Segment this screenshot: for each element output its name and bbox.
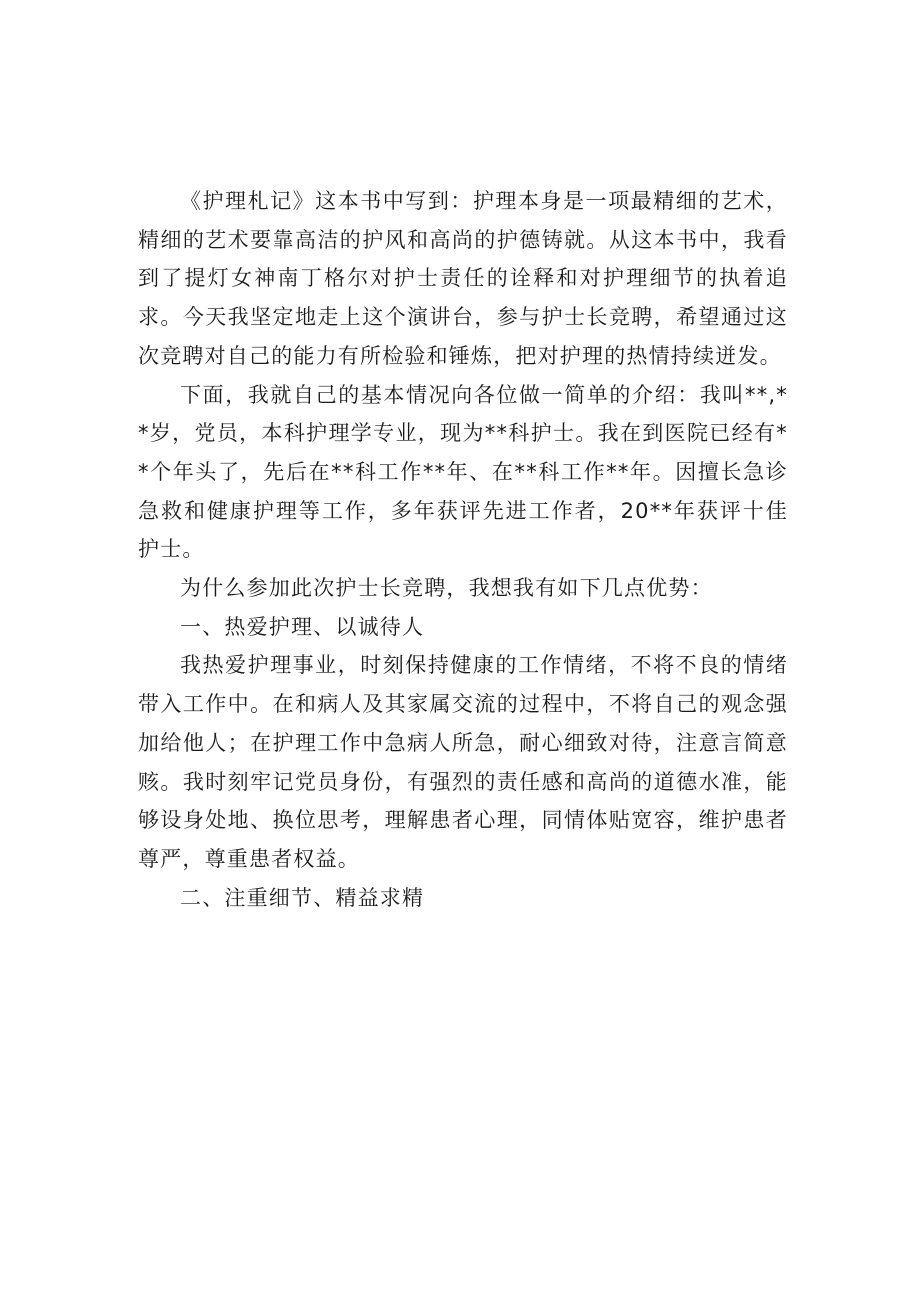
section-heading-2: 二、注重细节、精益求精 bbox=[180, 885, 425, 910]
section-heading-1: 一、热爱护理、以诚待人 bbox=[180, 614, 425, 639]
paragraph-intro: 《护理札记》这本书中写到：护理本身是一项最精细的艺术，精细的艺术要靠高洁的护风和高尚的护德铸就。从这本书中，我看到了提灯女神南丁格尔对护士责任的诠释和对护理细节的执着追求。今天我坚定地走上这个演讲台，参与护士长竞聘，希望通过这次竞聘对自己的能力有所检验和锤炼，把对护理的热情持续迸发。 bbox=[138, 189, 788, 368]
paragraph-point-1: 我热爱护理事业，时刻保持健康的工作情绪，不将不良的情绪带入工作中。在和病人及其家属交流的过程中，不将自己的观念强加给他人；在护理工作中急病人所急，耐心细致对待，注意言简意赅。我时刻牢记党员身份，有强烈的责任感和高尚的道德水准，能够设身处地、换位思考，理解患者心理，同情体贴宽容，维护患者尊严，尊重患者权益。 bbox=[138, 653, 788, 871]
paragraph-self-introduction: 下面，我就自己的基本情况向各位做一简单的介绍：我叫**,**岁，党员，本科护理学专业，现为**科护士。我在到医院已经有**个年头了，先后在**科工作**年、在**科工作**年。因擅长急诊急救和健康护理等工作，多年获评先进工作者，20**年获评十佳护士。 bbox=[138, 382, 788, 562]
paragraph-why-compete: 为什么参加此次护士长竞聘，我想我有如下几点优势： bbox=[180, 576, 713, 601]
document-body bbox=[138, 182, 788, 917]
